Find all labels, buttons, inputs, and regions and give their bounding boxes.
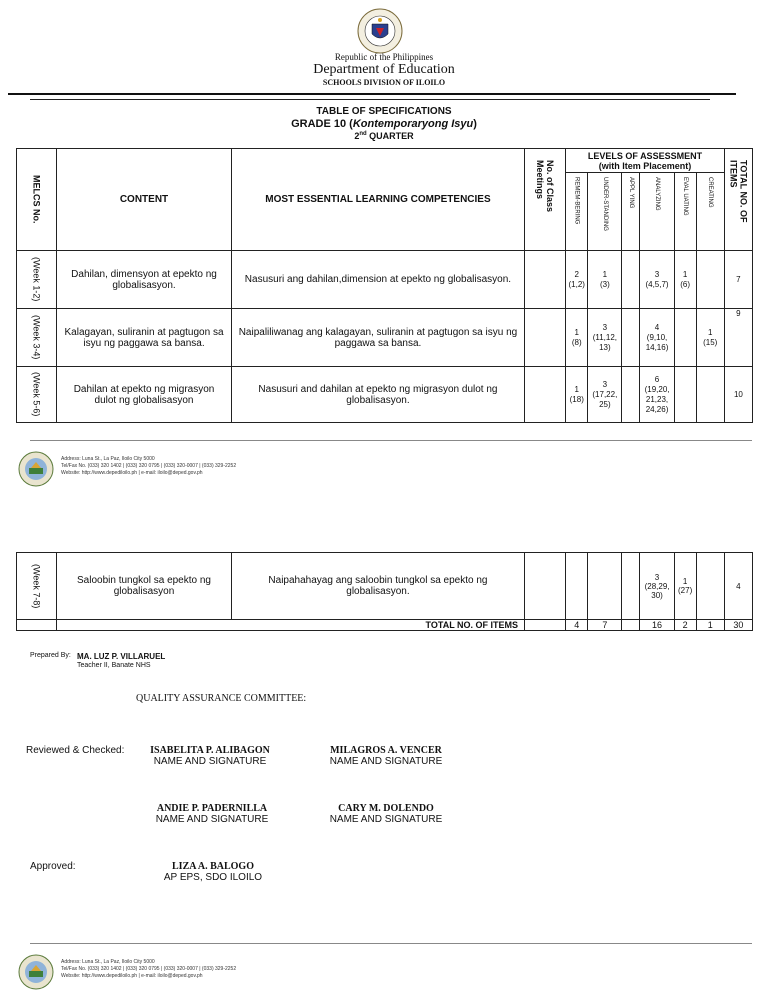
understanding-cell: 3 (11,12, 13): [588, 309, 622, 367]
reviewer-3: [142, 803, 282, 825]
meetings-cell: [525, 367, 566, 423]
division-logo-1: [18, 451, 54, 487]
deped-seal-icon: [357, 8, 403, 54]
prepared-label: Prepared By:: [30, 652, 71, 659]
reviewer-3-sig: NAME AND SIGNATURE: [155, 814, 269, 825]
week-cell: [17, 251, 57, 309]
content-cell: Saloobin tungkol sa epekto ng globalisasyon: [57, 553, 232, 620]
republic-text: Republic of the Philippines: [334, 52, 434, 62]
tos-table: [16, 148, 753, 423]
evaluating-cell: [674, 367, 696, 423]
melcs-header: MELCS No.: [31, 175, 42, 224]
division-logo-2: [18, 954, 54, 990]
remembering-cell: 1 (8): [566, 309, 588, 367]
footer-tel: Tel/Fax No. (033) 320 1402 | (033) 320 0795 | (033) 320-0007 | (033) 329-2252: [61, 966, 237, 972]
header-rule: [8, 93, 736, 95]
creating-cell: [696, 367, 724, 423]
evaluating-cell: 1 (6): [674, 251, 696, 309]
tos-table-continued: [16, 552, 753, 631]
content-cell: Kalagayan, suliranin at pagtugon sa isyu ng paggawa sa bansa.: [57, 309, 232, 367]
totals-applying: [622, 620, 640, 631]
totals-blank-cell: [17, 620, 57, 631]
reviewer-4: [316, 803, 456, 825]
remembering-header-cell: [566, 173, 588, 251]
understanding-cell: 1 (3): [588, 251, 622, 309]
division-logo-icon: [18, 954, 54, 990]
evaluating-cell: 1 (27): [674, 553, 696, 620]
quarter-label: [234, 131, 534, 141]
footer-address: Address: Luna St., La Paz, Iloilo City 5000: [61, 456, 155, 462]
applying-header-cell: [622, 173, 640, 251]
footer-address-2: [61, 959, 361, 980]
levels-sub: (with Item Placement): [598, 160, 692, 171]
footer-tel: Tel/Fax No. (033) 320 1402 | (033) 320 0795 | (033) 320-0007 | (033) 329-2252: [61, 463, 237, 469]
committee-title: QUALITY ASSURANCE COMMITTEE:: [136, 693, 307, 704]
total-header: TOTAL NO. OF ITEMS: [728, 159, 749, 222]
competency-cell: Naipaliliwanag ang kalagayan, suliranin at pagtugon sa isyu ng paggawa sa bansa.: [231, 309, 524, 367]
analyzing-cell: 6 (19,20, 21,23, 24,26): [640, 367, 674, 423]
reviewer-4-name: CARY M. DOLENDO: [338, 803, 434, 814]
grade-subject: [234, 118, 534, 130]
deped-seal: [357, 8, 403, 54]
content-cell: Dahilan, dimensyon at epekto ng globalisasyon.: [57, 251, 232, 309]
approver: [143, 861, 283, 883]
totals-meetings: [525, 620, 566, 631]
week-cell: [17, 553, 57, 620]
reviewer-3-name: ANDIE P. PADERNILLA: [156, 803, 268, 814]
prepared-name: MA. LUZ P. VILLARUEL: [77, 652, 166, 661]
footer-website: Website: http://www.depediloilo.ph | e-mail: iloilo@deped.gov.ph: [61, 470, 203, 476]
evaluating-cell: [674, 309, 696, 367]
footer-rule-2: [30, 943, 752, 944]
remembering-cell: 2 (1,2): [566, 251, 588, 309]
table-row: [17, 251, 753, 309]
understanding-cell: 3 (17,22, 25): [588, 367, 622, 423]
competency-cell: Naipahahayag ang saloobin tungkol sa epekto ng globalisasyon.: [231, 553, 524, 620]
applying-cell: [622, 553, 640, 620]
reviewer-1-sig: NAME AND SIGNATURE: [153, 756, 267, 767]
quarter-word: QUARTER: [366, 131, 414, 141]
table-row: [17, 553, 753, 620]
totals-creating: 1: [696, 620, 724, 631]
grade-prefix: GRADE 10 (: [291, 118, 353, 130]
totals-total: 30: [724, 620, 752, 631]
understanding-cell: [588, 553, 622, 620]
week-label: (Week 5-6): [31, 372, 42, 417]
grade-suffix: ): [473, 118, 477, 130]
creating-header: CREATING: [707, 176, 714, 208]
competency-cell: Nasusuri and dahilan at epekto ng migrasyon dulot ng globalisasyon.: [231, 367, 524, 423]
melcs-header-cell: [17, 149, 57, 251]
week-label: (Week 1-2): [31, 257, 42, 302]
quarter-num: 2: [354, 131, 360, 141]
prepared-role: Teacher II, Banate NHS: [77, 662, 151, 669]
applying-cell: [622, 309, 640, 367]
department-text: Department of Education: [313, 62, 455, 77]
levels-header: [566, 149, 725, 173]
remembering-cell: [566, 553, 588, 620]
total-cell: 7: [724, 251, 752, 309]
week-cell: [17, 309, 57, 367]
totals-row: [17, 620, 753, 631]
approved-label: Approved:: [30, 861, 76, 872]
evaluating-header: EVAL UATING: [682, 176, 689, 216]
totals-understanding: 7: [588, 620, 622, 631]
analyzing-header: ANALYZING: [654, 176, 661, 211]
reviewer-4-sig: NAME AND SIGNATURE: [329, 814, 443, 825]
total-cell: 10: [724, 367, 752, 423]
totals-label: TOTAL NO. OF ITEMS: [57, 620, 525, 631]
header-rule-thin: [30, 99, 710, 100]
approver-role: AP EPS, SDO ILOILO: [163, 872, 263, 883]
creating-header-cell: [696, 173, 724, 251]
meetings-cell: [525, 251, 566, 309]
week-label: (Week 3-4): [31, 315, 42, 360]
content-header: CONTENT: [57, 149, 232, 251]
analyzing-header-cell: [640, 173, 674, 251]
analyzing-cell: 4 (9,10, 14,16): [640, 309, 674, 367]
table-row: [17, 367, 753, 423]
week-label: (Week 7-8): [31, 563, 42, 609]
total-cell: 4: [724, 553, 752, 620]
understanding-header: UNDER-STANDING: [601, 176, 608, 231]
footer-address: Address: Luna St., La Paz, Iloilo City 5000: [61, 959, 155, 965]
subject-name: Kontemporaryong Isyu: [352, 118, 474, 130]
totals-evaluating: 2: [674, 620, 696, 631]
understanding-header-cell: [588, 173, 622, 251]
evaluating-header-cell: [674, 173, 696, 251]
meetings-header-cell: [525, 149, 566, 251]
footer-website: Website: http://www.depediloilo.ph | e-mail: iloilo@deped.gov.ph: [61, 973, 203, 979]
reviewer-1-name: ISABELITA P. ALIBAGON: [150, 745, 270, 756]
creating-cell: [696, 251, 724, 309]
quarter-sup: nd: [359, 131, 367, 137]
meetings-cell: [525, 553, 566, 620]
footer-rule-1: [30, 440, 752, 441]
totals-analyzing: 16: [640, 620, 674, 631]
totals-remembering: 4: [566, 620, 588, 631]
reviewer-2: [316, 745, 456, 767]
reviewer-1: [140, 745, 280, 767]
analyzing-cell: 3 (28,29, 30): [640, 553, 674, 620]
tos-title: TABLE OF SPECIFICATIONS: [316, 106, 452, 117]
remembering-cell: 1 (18): [566, 367, 588, 423]
reviewer-2-name: MILAGROS A. VENCER: [330, 745, 442, 756]
division-text: SCHOOLS DIVISION OF ILOILO: [322, 78, 446, 87]
meetings-header: No. of Class Meetings: [535, 159, 556, 212]
table-row: [17, 309, 753, 367]
total-header-cell: [724, 149, 752, 251]
division-logo-icon: [18, 451, 54, 487]
analyzing-cell: 3 (4,5,7): [640, 251, 674, 309]
creating-cell: [696, 553, 724, 620]
competencies-header: MOST ESSENTIAL LEARNING COMPETENCIES: [231, 149, 524, 251]
levels-title: LEVELS OF ASSESSMENT: [587, 150, 703, 161]
applying-cell: [622, 251, 640, 309]
reviewer-2-sig: NAME AND SIGNATURE: [329, 756, 443, 767]
applying-cell: [622, 367, 640, 423]
total-cell: 9: [724, 309, 752, 367]
applying-header: APPL YING: [627, 176, 634, 208]
competency-cell: Nasusuri ang dahilan,dimension at epekto ng globalisasyon.: [231, 251, 524, 309]
remembering-header: REMEM-BERING: [573, 176, 580, 224]
creating-cell: 1 (15): [696, 309, 724, 367]
footer-address-1: [61, 456, 361, 477]
content-cell: Dahilan at epekto ng migrasyon dulot ng globalisasyon: [57, 367, 232, 423]
meetings-cell: [525, 309, 566, 367]
approver-name: LIZA A. BALOGO: [172, 861, 254, 872]
reviewed-label: Reviewed & Checked:: [26, 745, 125, 756]
week-cell: [17, 367, 57, 423]
